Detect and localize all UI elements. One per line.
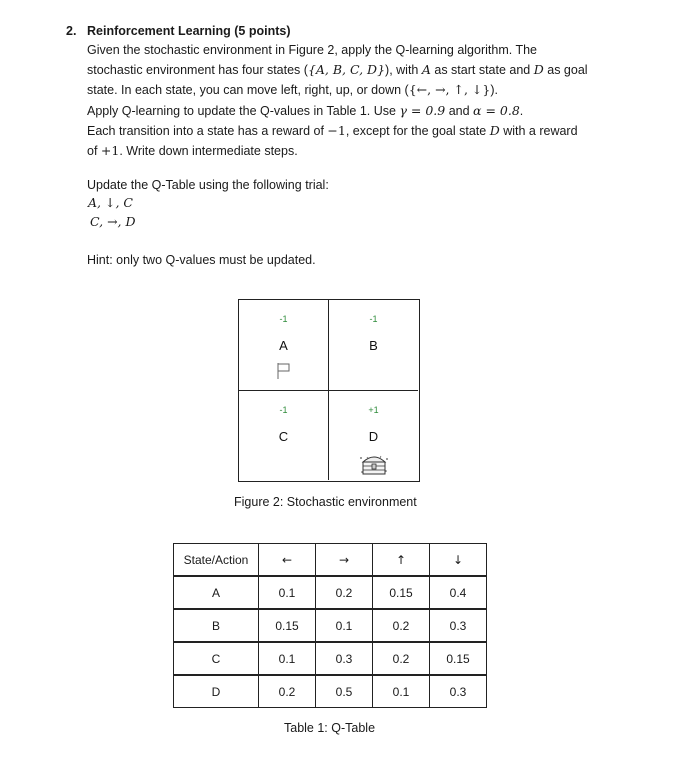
trial-step-1: A, ↓, C xyxy=(88,195,133,210)
q-value: 0.3 xyxy=(430,675,487,708)
state-label: A xyxy=(279,338,288,353)
row-state: A xyxy=(174,576,259,609)
treasure-chest-icon xyxy=(359,451,389,482)
hint-text: Hint: only two Q-values must be updated. xyxy=(87,253,316,267)
table-row xyxy=(174,675,487,708)
row-state: D xyxy=(174,675,259,708)
start-flag-icon xyxy=(276,362,292,385)
row-state: C xyxy=(174,642,259,675)
header-right-arrow: → xyxy=(316,544,373,577)
q-value: 0.2 xyxy=(373,642,430,675)
q-value: 0.4 xyxy=(430,576,487,609)
table-row xyxy=(174,576,487,609)
grid-cell-d xyxy=(329,391,418,480)
row-state: B xyxy=(174,609,259,642)
q-value: 0.3 xyxy=(316,642,373,675)
table-row xyxy=(174,609,487,642)
environment-grid xyxy=(238,299,420,482)
reward-label: -1 xyxy=(279,314,288,324)
q-value: 0.2 xyxy=(373,609,430,642)
q-value: 0.3 xyxy=(430,609,487,642)
question-intro xyxy=(87,41,607,161)
q-value: 0.15 xyxy=(373,576,430,609)
grid-cell-c xyxy=(239,391,329,480)
intro-line-5: Each transition into a state has a reward of −1, except for the goal state D with a reward xyxy=(87,122,578,138)
q-value: 0.1 xyxy=(259,642,316,675)
intro-line-6: of +1. Write down intermediate steps. xyxy=(87,143,298,159)
state-label: C xyxy=(278,429,289,444)
figure-caption: Figure 2: Stochastic environment xyxy=(234,495,417,509)
reward-label: +1 xyxy=(368,405,379,415)
intro-line-2: stochastic environment has four states ({A, B, C, D}), with A as start state and D as goal xyxy=(87,62,588,78)
reward-label: -1 xyxy=(369,314,378,324)
q-table xyxy=(173,543,487,708)
state-label: D xyxy=(368,429,379,444)
q-value: 0.15 xyxy=(259,609,316,642)
q-value: 0.2 xyxy=(259,675,316,708)
header-left-arrow: ← xyxy=(259,544,316,577)
table-header-row xyxy=(174,544,487,577)
question-title: Reinforcement Learning (5 points) xyxy=(87,24,291,38)
intro-line-1: Given the stochastic environment in Figure 2, apply the Q-learning algorithm. The xyxy=(87,43,537,57)
q-value: 0.1 xyxy=(259,576,316,609)
question-number: 2. xyxy=(66,24,77,38)
header-up-arrow: ↑ xyxy=(373,544,430,577)
q-value: 0.5 xyxy=(316,675,373,708)
intro-line-3: state. In each state, you can move left, right, up, or down ({←, →, ↑, ↓}). xyxy=(87,82,498,98)
q-value: 0.1 xyxy=(316,609,373,642)
q-value: 0.1 xyxy=(373,675,430,708)
q-value: 0.2 xyxy=(316,576,373,609)
state-label: B xyxy=(369,338,378,353)
header-state-action: State/Action xyxy=(174,544,259,577)
grid-cell-a xyxy=(239,300,329,391)
table-caption: Table 1: Q-Table xyxy=(284,721,376,735)
q-value: 0.15 xyxy=(430,642,487,675)
header-down-arrow: ↓ xyxy=(430,544,487,577)
intro-line-4: Apply Q-learning to update the Q-values in Table 1. Use γ = 0.9 and α = 0.8. xyxy=(87,102,524,118)
trial-step-2: C, →, D xyxy=(90,214,136,229)
reward-label: -1 xyxy=(279,405,288,415)
table-row xyxy=(174,642,487,675)
grid-cell-b xyxy=(329,300,418,391)
trial-intro: Update the Q-Table using the following trial: xyxy=(87,178,329,192)
